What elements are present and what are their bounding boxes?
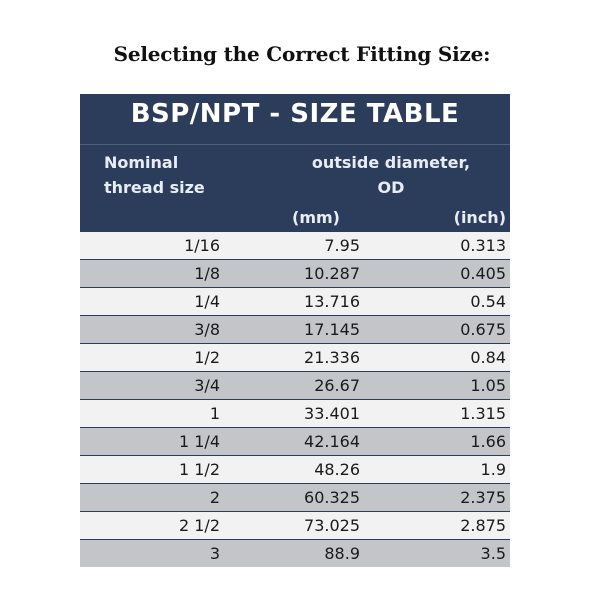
cell-od-inch: 2.375 xyxy=(460,488,506,507)
table-row xyxy=(80,372,510,399)
cell-od-inch: 2.875 xyxy=(460,516,506,535)
cell-od-inch: 1.9 xyxy=(480,460,506,479)
cell-od-inch: 0.405 xyxy=(460,264,506,283)
table-row xyxy=(80,428,510,455)
table-row xyxy=(80,260,510,287)
cell-nominal-size: 1/8 xyxy=(194,264,220,283)
table-row xyxy=(80,540,510,567)
cell-od-inch: 1.66 xyxy=(470,432,506,451)
cell-od-inch: 0.313 xyxy=(460,236,506,255)
cell-od-mm: 60.325 xyxy=(304,488,360,507)
cell-od-mm: 73.025 xyxy=(304,516,360,535)
header-nominal-line1: Nominal xyxy=(104,153,179,172)
cell-od-inch: 1.315 xyxy=(460,404,506,423)
header-nominal-line2: thread size xyxy=(104,178,205,197)
page-heading: Selecting the Correct Fitting Size: xyxy=(113,42,491,66)
table-title: BSP/NPT - SIZE TABLE xyxy=(130,99,460,129)
cell-od-inch: 3.5 xyxy=(480,544,506,563)
cell-nominal-size: 3/4 xyxy=(194,376,220,395)
cell-od-mm: 33.401 xyxy=(304,404,360,423)
cell-nominal-size: 2 1/2 xyxy=(178,516,220,535)
cell-od-mm: 17.145 xyxy=(304,320,360,339)
table-row xyxy=(80,400,510,427)
cell-od-inch: 0.675 xyxy=(460,320,506,339)
cell-od-mm: 13.716 xyxy=(304,292,360,311)
table-row xyxy=(80,316,510,343)
header-nominal-thread-size xyxy=(104,150,254,200)
header-inch: (inch) xyxy=(453,208,506,227)
header-od-line2: OD xyxy=(377,178,405,197)
cell-nominal-size: 1 1/4 xyxy=(178,432,220,451)
cell-nominal-size: 1 xyxy=(209,404,220,423)
cell-od-mm: 7.95 xyxy=(324,236,360,255)
cell-nominal-size: 1 1/2 xyxy=(178,460,220,479)
cell-od-mm: 10.287 xyxy=(304,264,360,283)
cell-nominal-size: 2 xyxy=(209,488,220,507)
header-mm: (mm) xyxy=(292,208,340,227)
cell-od-inch: 0.84 xyxy=(470,348,506,367)
table-row xyxy=(80,344,510,371)
cell-od-mm: 48.26 xyxy=(314,460,360,479)
size-table xyxy=(80,94,510,566)
table-body xyxy=(80,232,510,568)
cell-od-mm: 26.67 xyxy=(314,376,360,395)
table-row xyxy=(80,232,510,259)
cell-nominal-size: 3 xyxy=(209,544,220,563)
cell-nominal-size: 1/16 xyxy=(184,236,220,255)
table-row xyxy=(80,484,510,511)
table-row xyxy=(80,456,510,483)
header-outside-diameter xyxy=(276,150,506,200)
cell-nominal-size: 1/2 xyxy=(194,348,220,367)
cell-od-inch: 0.54 xyxy=(470,292,506,311)
cell-nominal-size: 1/4 xyxy=(194,292,220,311)
table-row xyxy=(80,512,510,539)
header-od-line1: outside diameter, xyxy=(311,153,471,172)
table-row xyxy=(80,288,510,315)
cell-od-mm: 88.9 xyxy=(324,544,360,563)
cell-nominal-size: 3/8 xyxy=(194,320,220,339)
cell-od-mm: 42.164 xyxy=(304,432,360,451)
cell-od-inch: 1.05 xyxy=(470,376,506,395)
title-divider xyxy=(80,144,510,145)
cell-od-mm: 21.336 xyxy=(304,348,360,367)
